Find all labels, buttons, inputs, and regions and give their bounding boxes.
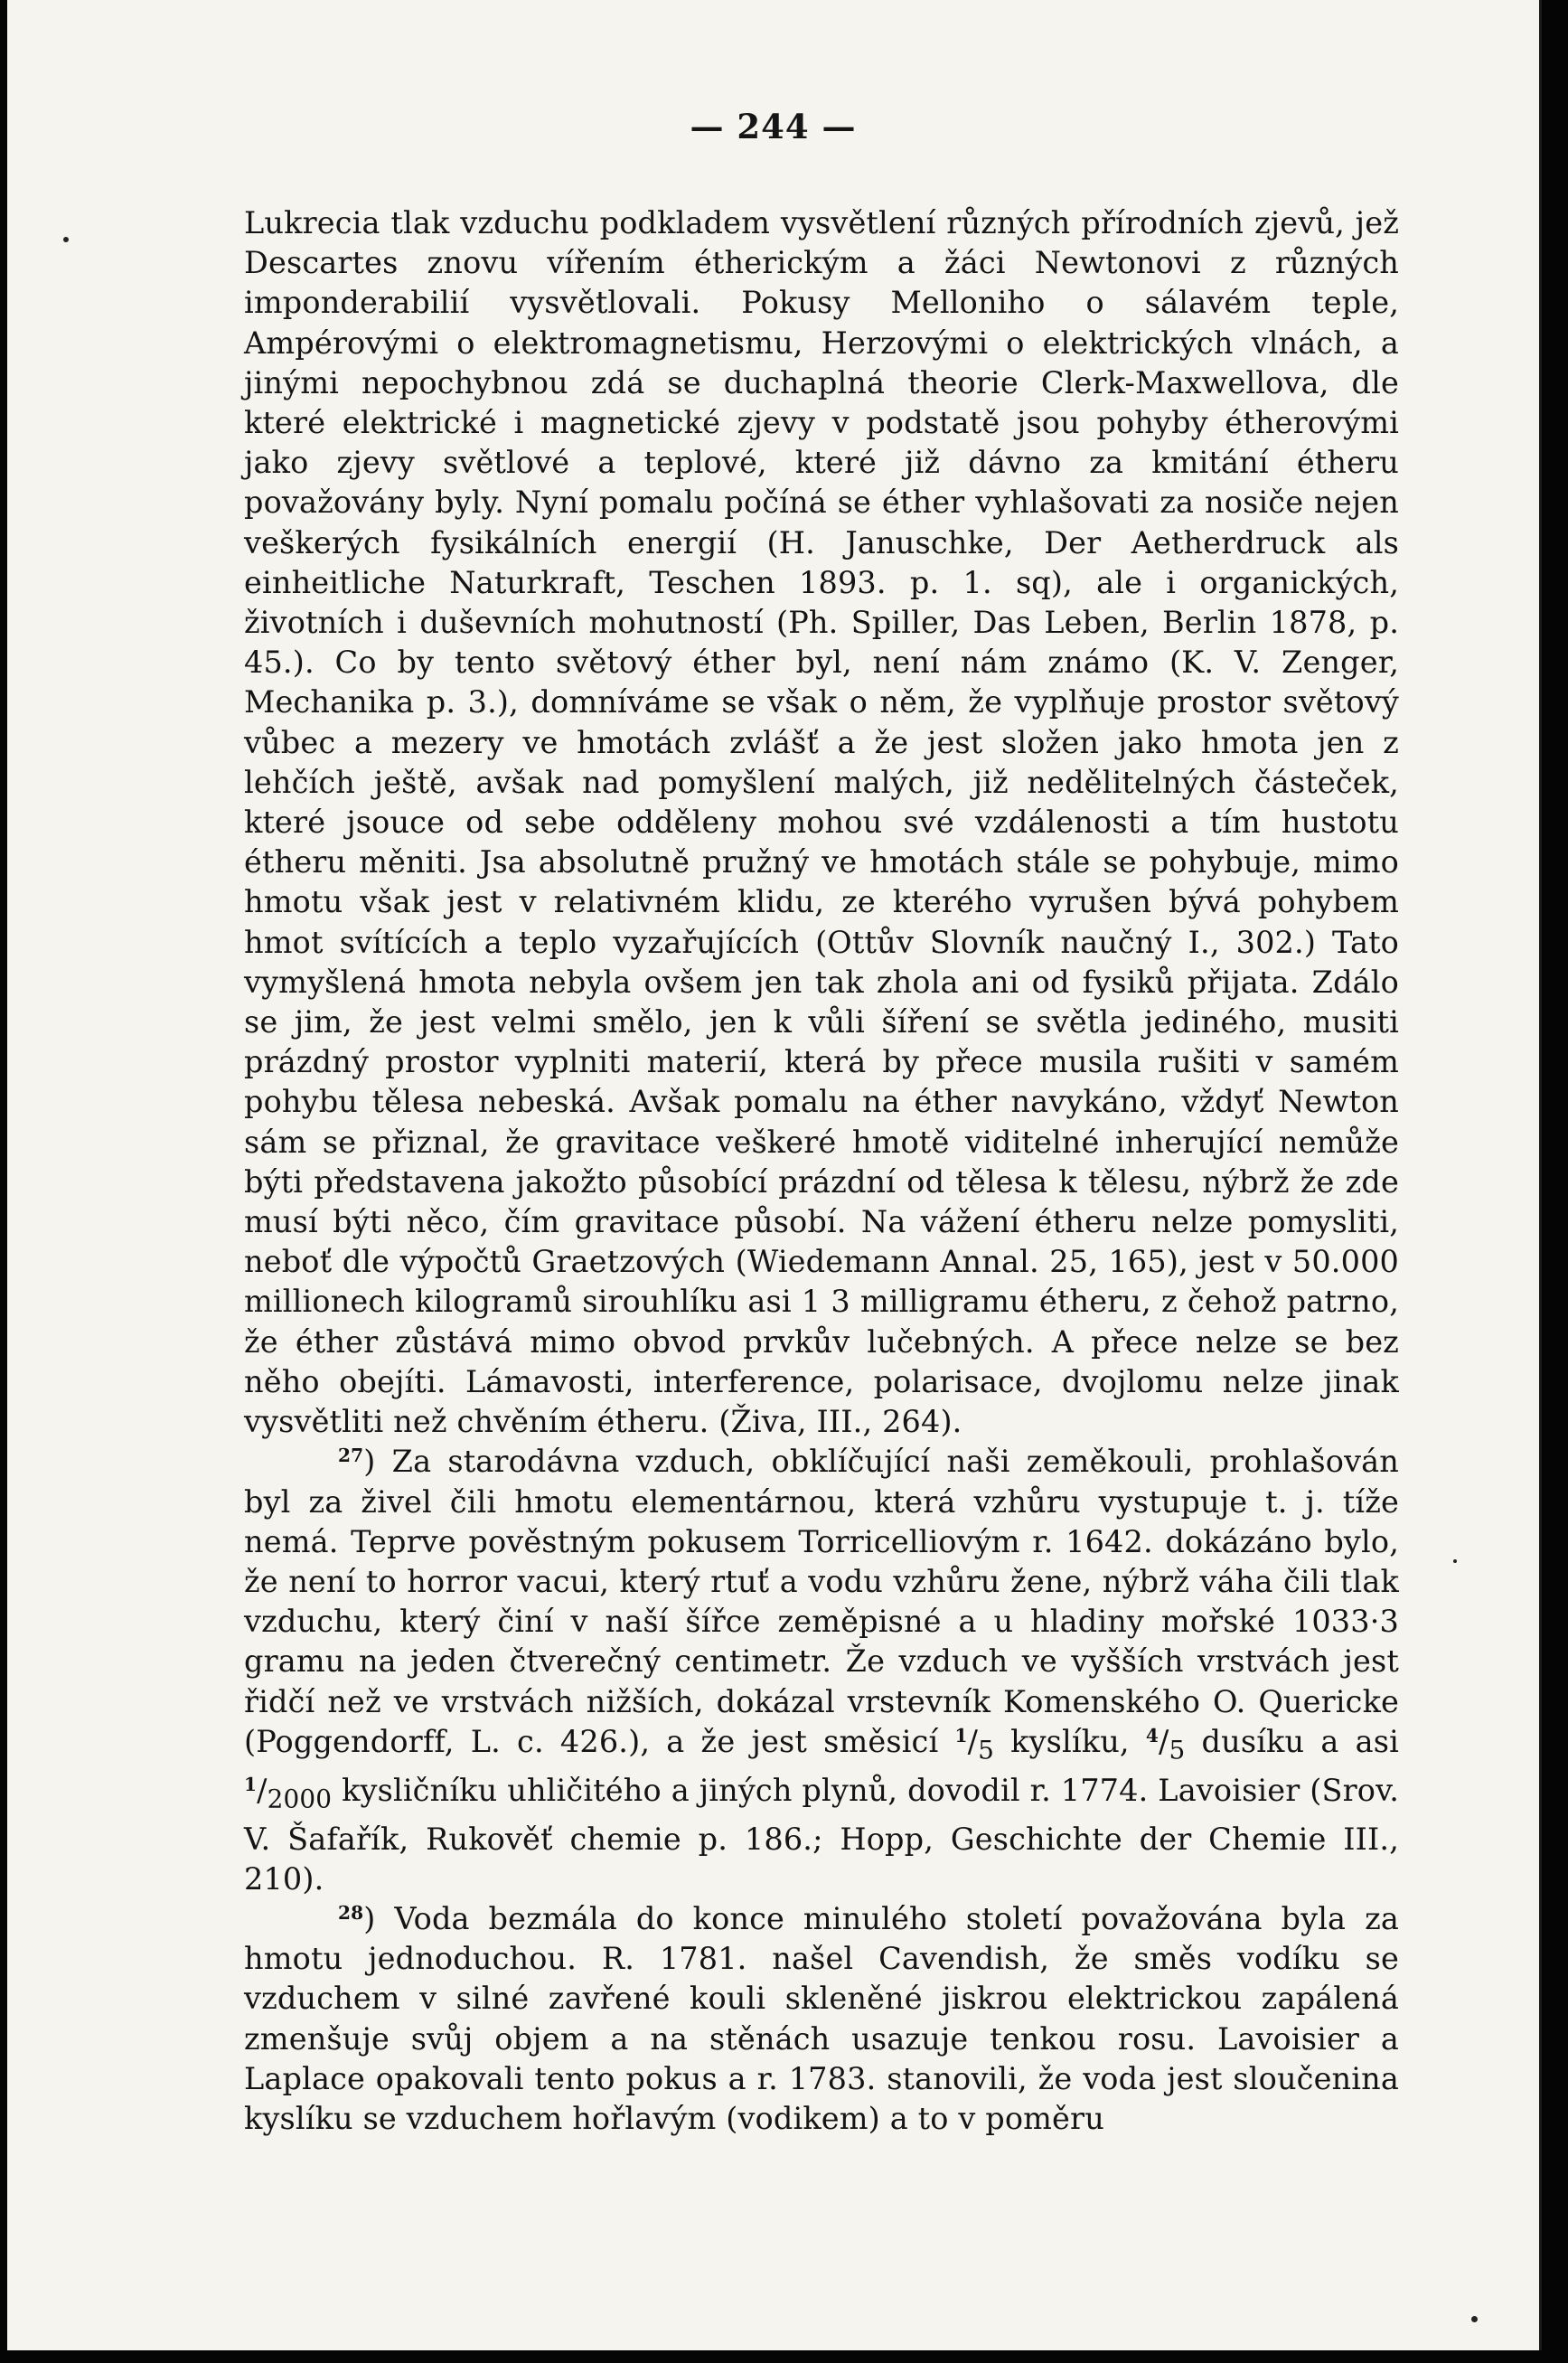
footnote-27-text-b: kyslíku, <box>994 1723 1146 1759</box>
footnote-27-marker: 27 <box>338 1445 364 1467</box>
scan-speck <box>1453 1559 1457 1563</box>
scan-speck <box>1471 2316 1478 2322</box>
footnote-27-text-c: dusíku a asi <box>1185 1723 1399 1759</box>
footnote-27: $^{27}$) Za starodávna vzduch, obklíčující naši zeměkouli, prohlašován byl za živel čili hmotu elementárnou, která vzhůru vystupuje t. j. tíže nemá. Teprve pověstným pokusem Torricelliovým r. 1642. dokázáno bylo, že není to horror vacui, který rtuť a vodu vzhůru žene, nýbrž váha čili tlak vzduchu, který činí v naší šířce zeměpisné a u hladiny mořské 1033·3 gramu na jeden čtverečný centimetr. Že vzduch ve vyšších vrstvách jest řidčí než ve vrstvách nižších, dokázal vrstevník Komenského O. Quericke (Poggendorff, L. c. 426.), a že jest směsicí $^1/_5$ kyslíku, $^4/_5$ dusíku a asi $^1/_{2000}$ kysličníku uhličitého a jiných plynů, dovodil r. 1774. Lavoisier (Srov. V. Šafařík, Rukověť chemie p. 186.; Hopp, Geschichte der Chemie III., 210). <box>244 1444 1399 1897</box>
fraction-1-numerator: 1 <box>954 1724 968 1746</box>
footnote-28 <box>244 1899 1399 2139</box>
fraction-2-denominator: 5 <box>1169 1735 1186 1765</box>
fraction-2-numerator: 4 <box>1145 1724 1160 1746</box>
fraction-1-denominator: 5 <box>978 1735 994 1765</box>
fraction-3-denominator: 2000 <box>267 1784 333 1814</box>
book-page <box>7 0 1542 2350</box>
page-number: — 244 — <box>690 107 857 146</box>
page-body <box>244 203 1399 2139</box>
footnote-27-text-d: kysličníku uhličitého a jiných plynů, dovodil r. 1774. Lavoisier (Srov. V. Šafařík, Rukověť chemie p. 186.; Hopp, Geschichte der Chemie III., 210). <box>244 1772 1399 1897</box>
footnote-28-text: ) Voda bezmála do konce minulého století považována byla za hmotu jednoduchou. R. 1781. našel Cavendish, že směs vodíku se vzduchem v silné zavřené kouli skleněné jiskrou elektrickou zapálená zmenšuje svůj objem a na stěnách usazuje tenkou rosu. Lavoisier a Laplace opakovali tento pokus a r. 1783. stanovili, že voda jest sloučenina kyslíku se vzduchem hořlavým (vodikem) a to v poměru <box>244 1900 1399 2136</box>
paragraph-continuation: Lukrecia tlak vzduchu podkladem vysvětlení různých přírodních zjevů, jež Descartes znovu vířením étherickým a žáci Newtonovi z různých imponderabilií vysvětlovali. Pokusy Melloniho o sálavém teple, Ampérovými o elektromagnetismu, Herzovými o elektrických vlnách, a jinými nepochybnou zdá se duchaplná theorie Clerk-Maxwellova, dle které elektrické i magnetické zjevy v podstatě jsou pohyby étherovými jako zjevy světlové a teplové, které již dávno za kmitání étheru považovány byly. Nyní pomalu počíná se éther vyhlašovati za nosiče nejen veškerých fysikálních energií (H. Januschke, Der Aetherdruck als einheitliche Naturkraft, Teschen 1893. p. 1. sq), ale i organických, životních i duševních mohutností (Ph. Spiller, Das Leben, Berlin 1878, p. 45.). Co by tento světový éther byl, není nám známo (K. V. Zenger, Mechanika p. 3.), domníváme se však o něm, že vyplňuje prostor světový vůbec a mezery ve hmotách zvlášť a že jest složen jako hmota jen z lehčích ještě, avšak nad pomyšlení malých, již nedělitelných částeček, které jsouce od sebe odděleny mohou své vzdálenosti a tím hustotu étheru měniti. Jsa absolutně pružný ve hmotách stále se pohybuje, mimo hmotu však jest v relativném klidu, ze kterého vyrušen bývá pohybem hmot svítících a teplo vyzařujících (Ottův Slovník naučný I., 302.) Tato vymyšlená hmota nebyla ovšem jen tak zhola ani od fysiků přijata. Zdálo se jim, že jest velmi smělo, jen k vůli šíření se světla jediného, musiti prázdný prostor vyplniti materií, která by přece musila rušiti v samém pohybu tělesa nebeská. Avšak pomalu na éther navykáno, vždyť Newton sám se přiznal, že gravitace veškeré hmotě viditelné inherující nemůže býti představena jakožto působící prázdní od tělesa k tělesu, nýbrž že zde musí býti něco, čím gravitace působí. Na vážení étheru nelze pomysliti, neboť dle výpočtů Graetzových (Wiedemann Annal. 25, 165), jest v 50.000 millionech kilogramů sirouhlíku asi 1 3 milligramu étheru, z čehož patrno, že éther zůstává mimo obvod prvkův lučebných. A přece nelze se bez něho obejíti. Lámavosti, interference, polarisace, dvojlomu nelze jinak vysvětliti než chvěním étheru. (Živa, III., 264). <box>244 205 1399 1440</box>
fraction-3-numerator: 1 <box>244 1773 258 1795</box>
scan-speck <box>63 237 69 242</box>
footnote-27-text: ) Za starodávna vzduch, obklíčující naši zeměkouli, prohlašován byl za živel čili hmotu elementárnou, která vzhůru vystupuje t. j. tíže nemá. Teprve pověstným pokusem Torricelliovým r. 1642. dokázáno bylo, že není to horror vacui, který rtuť a vodu vzhůru žene, nýbrž váha čili tlak vzduchu, který činí v naší šířce zeměpisné a u hladiny mořské 1033·3 gramu na jeden čtverečný centimetr. Že vzduch ve vyšších vrstvách jest řidčí než ve vrstvách nižších, dokázal vrstevník Komenského O. Quericke (Poggendorff, L. c. 426.), a že jest směsicí <box>244 1444 1399 1759</box>
footnote-28-marker: 28 <box>338 1901 364 1924</box>
